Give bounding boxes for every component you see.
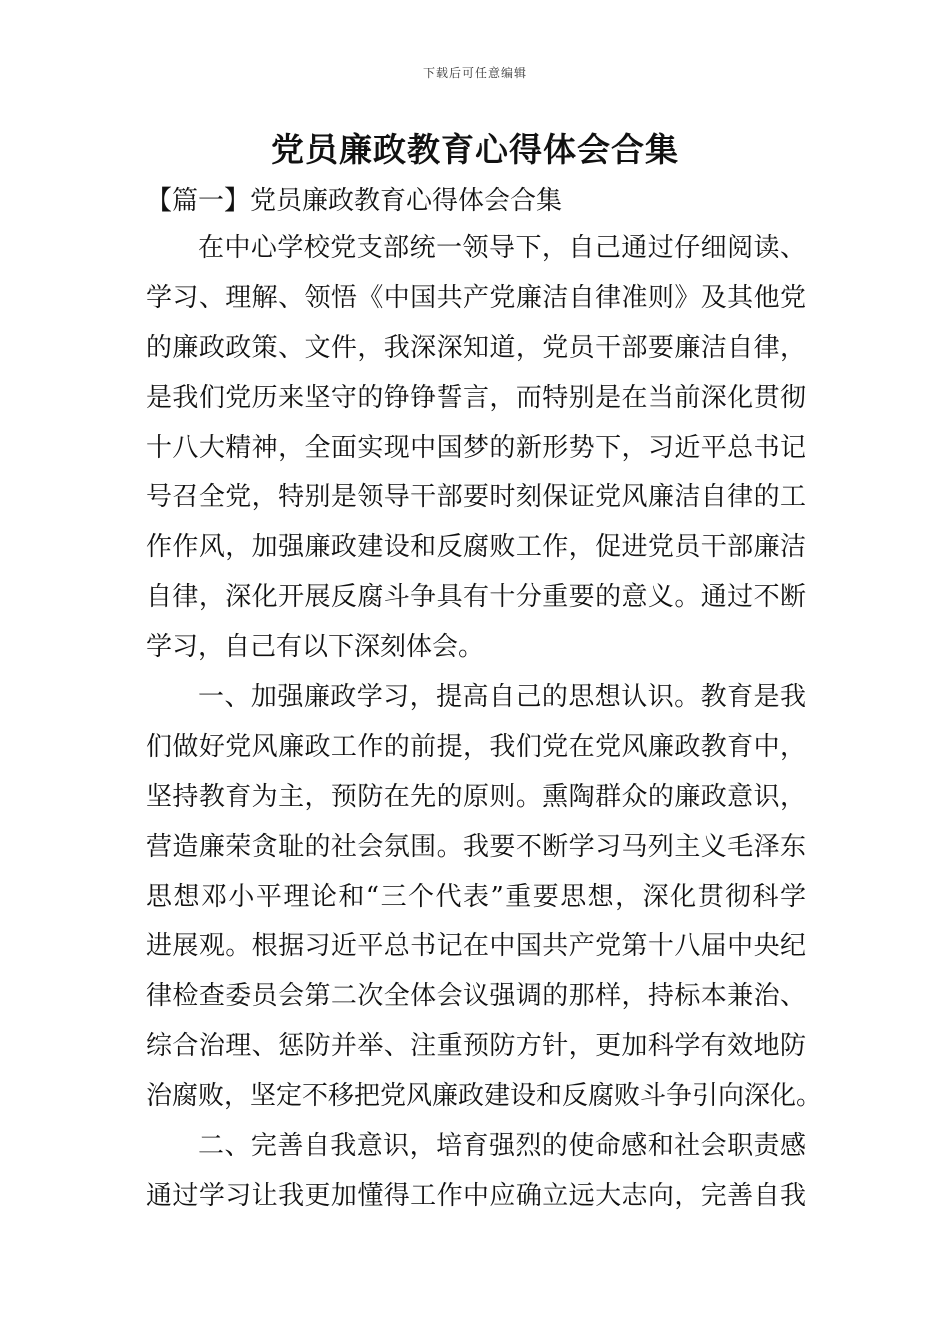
document-title: 党员廉政教育心得体会合集: [271, 130, 679, 169]
text-line: 思想邓小平理论和“三个代表”重要思想，深化贯彻科学: [146, 881, 806, 912]
text-line: 二、完善自我意识，培育强烈的使命感和社会职责感: [198, 1131, 806, 1162]
header-note: 下载后可任意编辑: [422, 66, 527, 80]
text-line: 综合治理、惩防并举、注重预防方针，更加科学有效地防: [146, 1031, 806, 1062]
text-line: 号召全党，特别是领导干部要时刻保证党风廉洁自律的工: [146, 482, 806, 513]
section-heading: 【篇一】党员廉政教育心得体会合集: [146, 186, 563, 216]
text-line: 是我们党历来坚守的铮铮誓言，而特别是在当前深化贯彻: [146, 382, 806, 413]
text-line: 一、加强廉政学习，提高自己的思想认识。教育是我: [198, 682, 806, 713]
text-line: 作作风，加强廉政建设和反腐败工作，促进党员干部廉洁: [146, 532, 806, 563]
text-line: 坚持教育为主，预防在先的原则。熏陶群众的廉政意识，: [146, 781, 806, 812]
text-line: 进展观。根据习近平总书记在中国共产党第十八届中央纪: [146, 931, 806, 962]
text-line: 通过学习让我更加懂得工作中应确立远大志向，完善自我: [146, 1180, 806, 1211]
text-line: 在中心学校党支部统一领导下，自己通过仔细阅读、: [198, 233, 806, 263]
text-line: 学习、理解、领悟《中国共产党廉洁自律准则》及其他党: [146, 282, 806, 313]
text-line: 营造廉荣贪耻的社会氛围。我要不断学习马列主义毛泽东: [146, 831, 806, 862]
body-text: [146, 224, 823, 1222]
text-line: 治腐败，坚定不移把党风廉政建设和反腐败斗争引向深化。: [146, 1081, 823, 1112]
text-line: 学习，自己有以下深刻体会。: [146, 632, 485, 663]
text-line: 自律，深化开展反腐斗争具有十分重要的意义。通过不断: [146, 582, 806, 613]
text-line: 们做好党风廉政工作的前提，我们党在党风廉政教育中，: [146, 731, 806, 762]
text-line: 律检查委员会第二次全体会议强调的那样，持标本兼治、: [146, 981, 806, 1012]
text-line: 的廉政政策、文件，我深深知道，党员干部要廉洁自律，: [146, 332, 806, 363]
text-line: 十八大精神，全面实现中国梦的新形势下，习近平总书记: [146, 432, 806, 463]
